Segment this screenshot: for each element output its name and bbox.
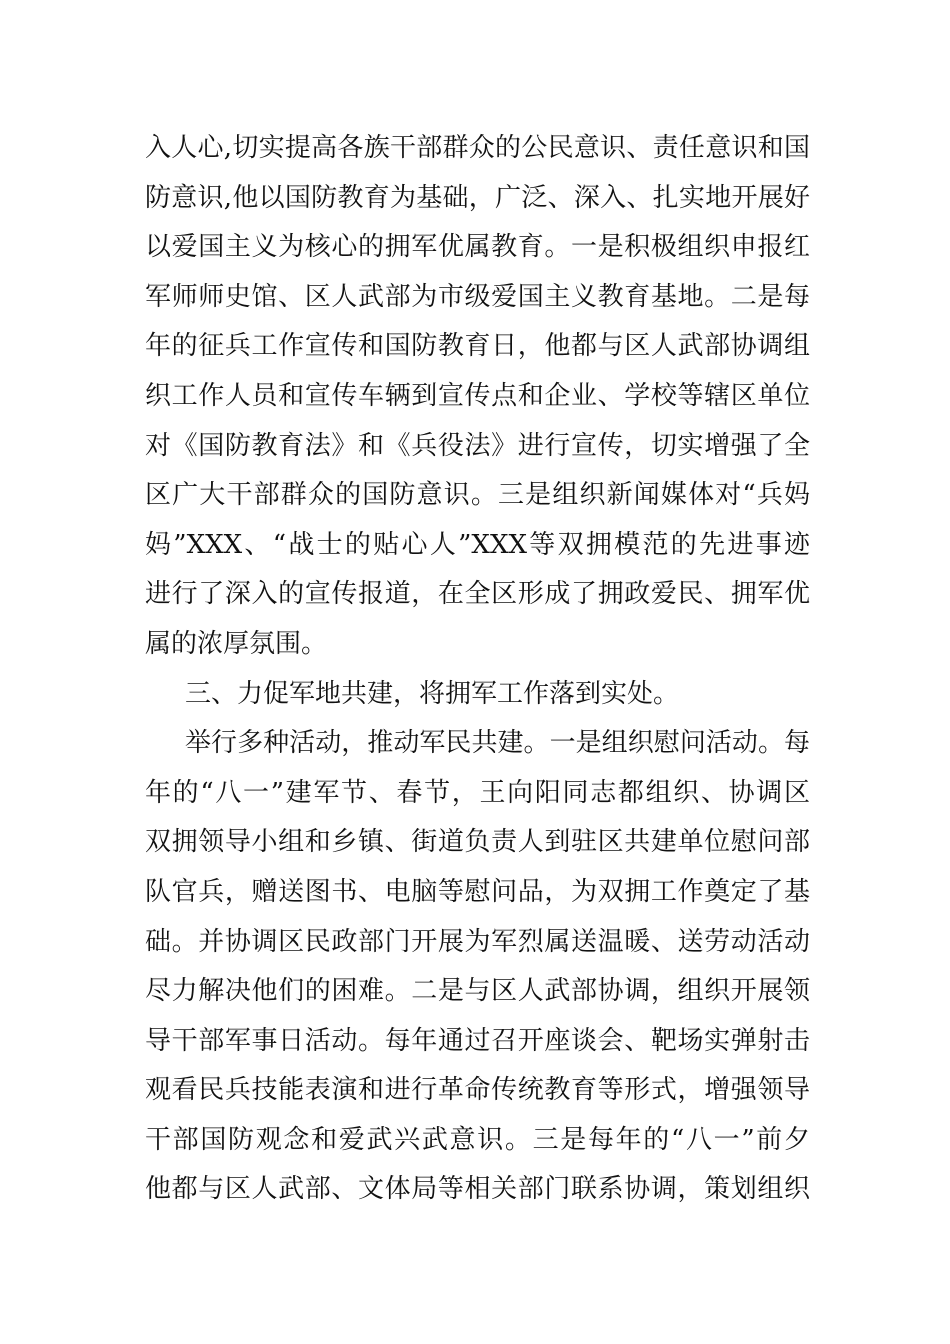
- text-line: 对《国防教育法》和《兵役法》进行宣传，切实增强了全: [145, 430, 810, 461]
- text-line: 属的浓厚氛围。: [145, 628, 328, 659]
- body-text: [145, 124, 810, 1215]
- text-line: 双拥领导小组和乡镇、街道负责人到驻区共建单位慰问部: [145, 827, 810, 858]
- text-line: 入人心,切实提高各族干部群众的公民意识、责任意识和国: [145, 133, 810, 163]
- text-line: 妈”XXX、“战士的贴心人”XXX等双拥模范的先进事迹: [145, 529, 810, 560]
- text-line: 年的“八一”建军节、春节，王向阳同志都组织、协调区: [145, 777, 810, 808]
- text-line: 年的征兵工作宣传和国防教育日，他都与区人武部协调组: [145, 331, 810, 362]
- text-line: 军师师史馆、区人武部为市级爱国主义教育基地。二是每: [145, 281, 810, 312]
- text-line: 干部国防观念和爱武兴武意识。三是每年的“八一”前夕: [145, 1124, 810, 1155]
- text-line: 区广大干部群众的国防意识。三是组织新闻媒体对“兵妈: [145, 480, 810, 511]
- text-line: 防意识,他以国防教育为基础，广泛、深入、扎实地开展好: [145, 182, 810, 213]
- text-line: 以爱国主义为核心的拥军优属教育。一是积极组织申报红: [145, 232, 810, 263]
- text-line: 队官兵，赠送图书、电脑等慰问品，为双拥工作奠定了基: [145, 876, 810, 907]
- text-line: 尽力解决他们的困难。二是与区人武部协调，组织开展领: [145, 976, 810, 1007]
- text-line: 观看民兵技能表演和进行革命传统教育等形式，增强领导: [145, 1075, 810, 1106]
- section-heading: 三、力促军地共建，将拥军工作落到实处。: [185, 678, 680, 709]
- text-line: 举行多种活动，推动军民共建。一是组织慰问活动。每: [185, 728, 810, 759]
- text-line: 进行了深入的宣传报道，在全区形成了拥政爱民、拥军优: [145, 579, 810, 610]
- text-line: 导干部军事日活动。每年通过召开座谈会、靶场实弹射击: [145, 1025, 810, 1056]
- text-line: 织工作人员和宣传车辆到宣传点和企业、学校等辖区单位: [145, 380, 810, 411]
- text-line: 础。并协调区民政部门开展为军烈属送温暖、送劳动活动: [145, 926, 810, 957]
- text-line: 他都与区人武部、文体局等相关部门联系协调，策划组织: [145, 1174, 810, 1205]
